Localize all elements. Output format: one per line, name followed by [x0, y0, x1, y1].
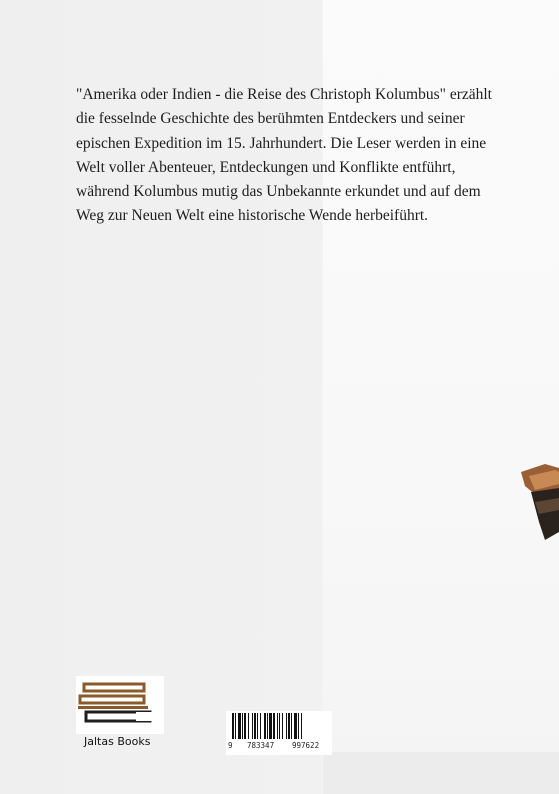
barcode-bar — [260, 713, 261, 739]
barcode-bar — [235, 713, 236, 739]
barcode-bar — [279, 713, 280, 739]
isbn-barcode — [226, 711, 332, 755]
barcode-bar — [282, 713, 283, 739]
barcode-bar — [267, 713, 268, 739]
barcode-bar — [273, 713, 275, 739]
barcode-bar — [294, 713, 297, 739]
barcode-bar — [301, 713, 302, 739]
barcode-bar — [248, 713, 249, 739]
barcode-bar — [286, 713, 287, 739]
barcode-bar — [238, 713, 241, 739]
publisher-logo — [76, 676, 164, 734]
barcode-bar — [232, 713, 234, 739]
barcode-bar — [298, 713, 299, 739]
barcode-bar — [277, 713, 278, 739]
barcode-bar — [264, 713, 266, 739]
stacked-books-icon — [76, 676, 164, 734]
barcode-bars — [226, 711, 332, 741]
barcode-bar — [291, 713, 292, 739]
cover-bottom-strip — [323, 752, 559, 794]
barcode-digits-middle: 783347 — [247, 741, 275, 750]
barcode-bar — [244, 713, 246, 739]
barcode-digit-left: 9 — [228, 741, 233, 750]
barcode-bar — [254, 713, 256, 739]
barcode-digits — [226, 741, 332, 753]
partial-object-icon — [515, 462, 559, 542]
barcode-digits-right: 997622 — [292, 741, 320, 750]
barcode-bar — [288, 713, 290, 739]
blurb-text: "Amerika oder Indien - die Reise des Christoph Kolumbus" erzählt die fesselnde Geschichte des berühmten Entdeckers und seiner epischen Expedition im 15. Jahrhundert. Die Leser werden in eine Welt voller Abenteuer, Entdeckungen und Konflikte entführt, während Kolumbus mutig das Unbekannte erkundet und auf dem Weg zur Neuen Welt eine historische Wende herbeiführt. — [76, 86, 492, 225]
publisher-name: Jaltas Books — [84, 735, 151, 748]
barcode-bar — [257, 713, 258, 739]
barcode-bar — [252, 713, 253, 739]
barcode-bar — [269, 713, 272, 739]
barcode-bar — [242, 713, 243, 739]
